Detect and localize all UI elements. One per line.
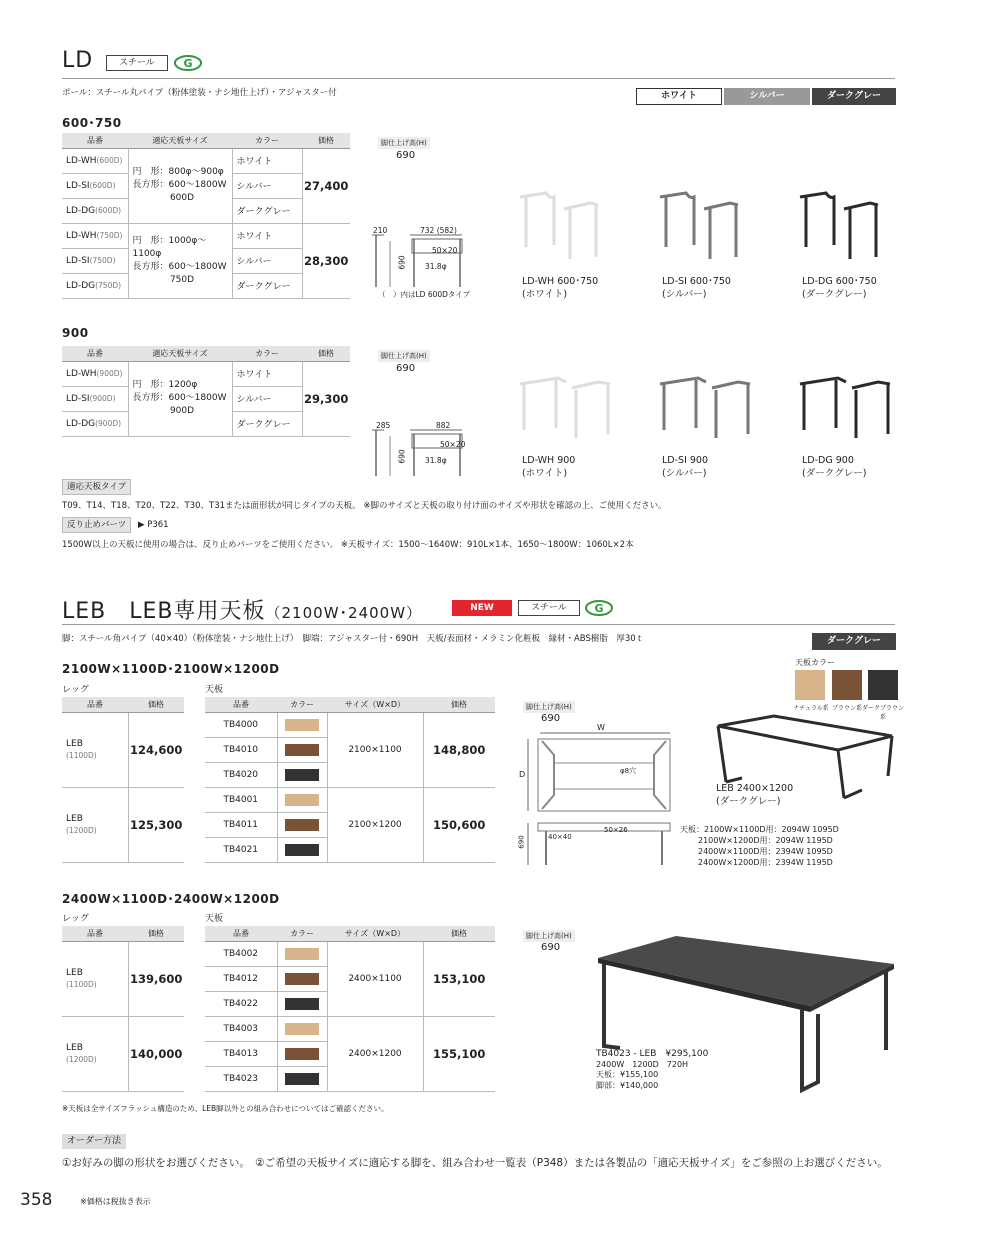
leg-height-value: 690 [396,150,416,161]
ld-subtitle-600: 600･750 [62,116,122,130]
leb-subtitle-2100: 2100W×1100D･2100W×1200D [62,662,280,676]
table-row: TB4000 2100×1100 148,800 [205,712,495,737]
price-750: 28,300 [302,223,350,298]
ld-title: LD [62,48,94,73]
table-row: LD-WH(750D) 円 形：1000φ～1100φ 長方形：600～1800W 750D ホワイト 28,300 [62,223,350,248]
ld-wh-600-caption: LD-WH 600･750 (ホワイト) [522,276,599,300]
set-caption: TB4023 - LEB ¥295,100 2400W 1200D 720H 天板：¥155,100 脚部：¥140,000 [596,1049,709,1090]
page-number: 358 [20,1190,53,1210]
table-row: TB4021 [205,837,495,862]
tax-note: ※価格は税抜き表示 [80,1197,151,1206]
leb-footnote: ※天板は全サイズフラッシュ構造のため、LEB脚以外との組み合わせについてはご確認ください。 [62,1104,389,1113]
color-darkgray-button[interactable]: ダークグレー [812,88,896,105]
leb-leg-table-2400: 品番 価格 LEB (1100D) 139,600 LEB (1200D) 140,000 [62,926,184,1092]
ld-dg-600-image [798,185,888,270]
applicable-type-label: 適応天板タイプ [62,479,131,495]
ld-pole-desc: ポール：スチール丸パイプ（粉体塗装・ナシ地仕上げ）・アジャスター付 [62,88,337,98]
ld-wh-900-image [518,368,613,453]
top-color-label: 天板カラー [795,658,835,667]
table-row: TB4012 [205,966,495,991]
table-row: LD-SI(900D) シルバー [62,386,350,411]
leb-top-table-2100: 品番 カラー サイズ（W×D） 価格 TB4000 2100×1100 148,800 TB4010 TB4020 TB4001 2100×1200 150,600 TB4011 TB4021 [205,697,495,863]
ld-si-900-image [658,368,753,453]
ld-dg-600-caption: LD-DG 600･750 (ダークグレー) [802,276,877,300]
stop-parts-text: 1500W以上の天板に使用の場合は、反り止めパーツをご使用ください。 ※天板サイズ：1500～1640W：910L×1本、1650～1800W：1060L×2本 [62,540,634,550]
table-row: TB4013 [205,1041,495,1066]
leb-color-darkgray-button[interactable]: ダークグレー [812,633,896,650]
green-mark-icon [585,600,613,616]
order-method-label: オーダー方法 [62,1134,126,1149]
ld-si-600-image [658,185,748,270]
table-row: TB4010 [205,737,495,762]
applicable-type-text: T09、T14、T18、T20、T22、T30、T31または面形状が同じタイプの天板。 ※脚のサイズと天板の取り付け面のサイズや形状を確認の上、ご使用ください。 [62,501,667,511]
table-row: LD-WH(900D) 円 形：1200φ 長方形：600～1800W 900D ホワイト 29,300 [62,361,350,386]
table-row: LD-SI(600D) シルバー [62,173,350,198]
leg-height-label: 脚仕上げ高(H) [378,137,430,149]
svg-text:G: G [183,57,193,70]
leb-leg-caption: LEB 2400×1200 (ダークグレー) [716,783,794,807]
top-size-notes: 天板：2100W×1100D用：2094W 1095D 2100W×1200D用：2094W 1195D 2400W×1100D用：2394W 1095D 2400W×1200D用：2394W 1195D [680,825,839,867]
th-size: 適応天板サイズ [128,133,232,148]
ld-si-600-caption: LD-SI 600･750 (シルバー) [662,276,731,300]
th-color: カラー [232,133,302,148]
th-code: 品番 [62,133,128,148]
svg-text:G: G [594,602,604,615]
price-900: 29,300 [302,361,350,436]
table-row: LEB (1200D) 125,300 [62,787,184,862]
ld-dg-900-image [798,368,893,453]
table-row: TB4023 [205,1066,495,1091]
ld-material-tag: スチール [106,55,168,71]
ld-table-900: 品番 適応天板サイズ カラー 価格 LD-WH(900D) 円 形：1200φ 長方形：600～1800W 900D ホワイト 29,300 LD-SI(900D) シルバー LD-DG(900D) ダークグレー [62,346,350,437]
leb-subtitle-2400: 2400W×1100D･2400W×1200D [62,892,280,906]
table-row: LEB (1200D) 140,000 [62,1016,184,1091]
top-color-darkbrown [868,670,898,700]
th-price: 価格 [302,133,350,148]
green-mark-icon [174,55,202,71]
leb-desc: 脚：スチール角パイプ（40×40）（粉体塗装・ナシ地仕上げ） 脚端：アジャスター付・690H 天板/表面材・メラミン化粧板 縁材・ABS樹脂 厚30ｔ [62,634,645,644]
ld-600-dimension-drawing [370,225,470,295]
ld-wh-600-image [518,185,608,270]
price-600: 27,400 [302,148,350,223]
leb-plan-drawing [520,725,680,870]
leb-material-tag: スチール [518,600,580,616]
table-row: LD-DG(750D) ダークグレー [62,273,350,298]
table-row: LEB (1100D) 139,600 [62,941,184,1016]
leb-top-table-2400: 品番 カラー サイズ（W×D） 価格 TB4002 2400×1100 153,100 TB4012 TB4022 TB4003 2400×1200 155,100 TB4013 TB4023 [205,926,495,1092]
stop-parts-link[interactable]: ▶ P361 [138,520,169,530]
leb-leg-table-2100: 品番 価格 LEB (1100D) 124,600 LEB (1200D) 125,300 [62,697,184,863]
table-row: LD-DG(600D) ダークグレー [62,198,350,223]
table-row: LEB (1100D) 124,600 [62,712,184,787]
stop-parts-label: 反り止めパーツ [62,517,131,533]
top-color-natural [795,670,825,700]
table-row: TB4003 2400×1200 155,100 [205,1016,495,1041]
table-row: TB4002 2400×1100 153,100 [205,941,495,966]
ld-table-600-750 [62,133,350,299]
new-badge: NEW [452,600,512,616]
order-method-text: ①お好みの脚の形状をお選びください。 ②ご希望の天板サイズに適応する脚を、組み合わせ一覧表（P348）または各製品の「適応天板サイズ」をご参照の上お選びください。 [62,1157,888,1169]
table-row: LD-SI(750D) シルバー [62,248,350,273]
table-row: TB4022 [205,991,495,1016]
ld-subtitle-900: 900 [62,326,89,340]
table-row: TB4001 2100×1200 150,600 [205,787,495,812]
table-row: LD-DG(900D) ダークグレー [62,411,350,436]
table-row: TB4020 [205,762,495,787]
color-white-button[interactable]: ホワイト [636,88,722,105]
color-silver-button[interactable]: シルバー [724,88,810,105]
table-row: LD-WH(600D) 円 形：800φ～900φ 長方形：600～1800W 600D ホワイト 27,400 [62,148,350,173]
table-row: TB4011 [205,812,495,837]
leb-title: LEB LEB専用天板（2100W･2400W） [62,599,423,624]
top-color-brown [832,670,862,700]
